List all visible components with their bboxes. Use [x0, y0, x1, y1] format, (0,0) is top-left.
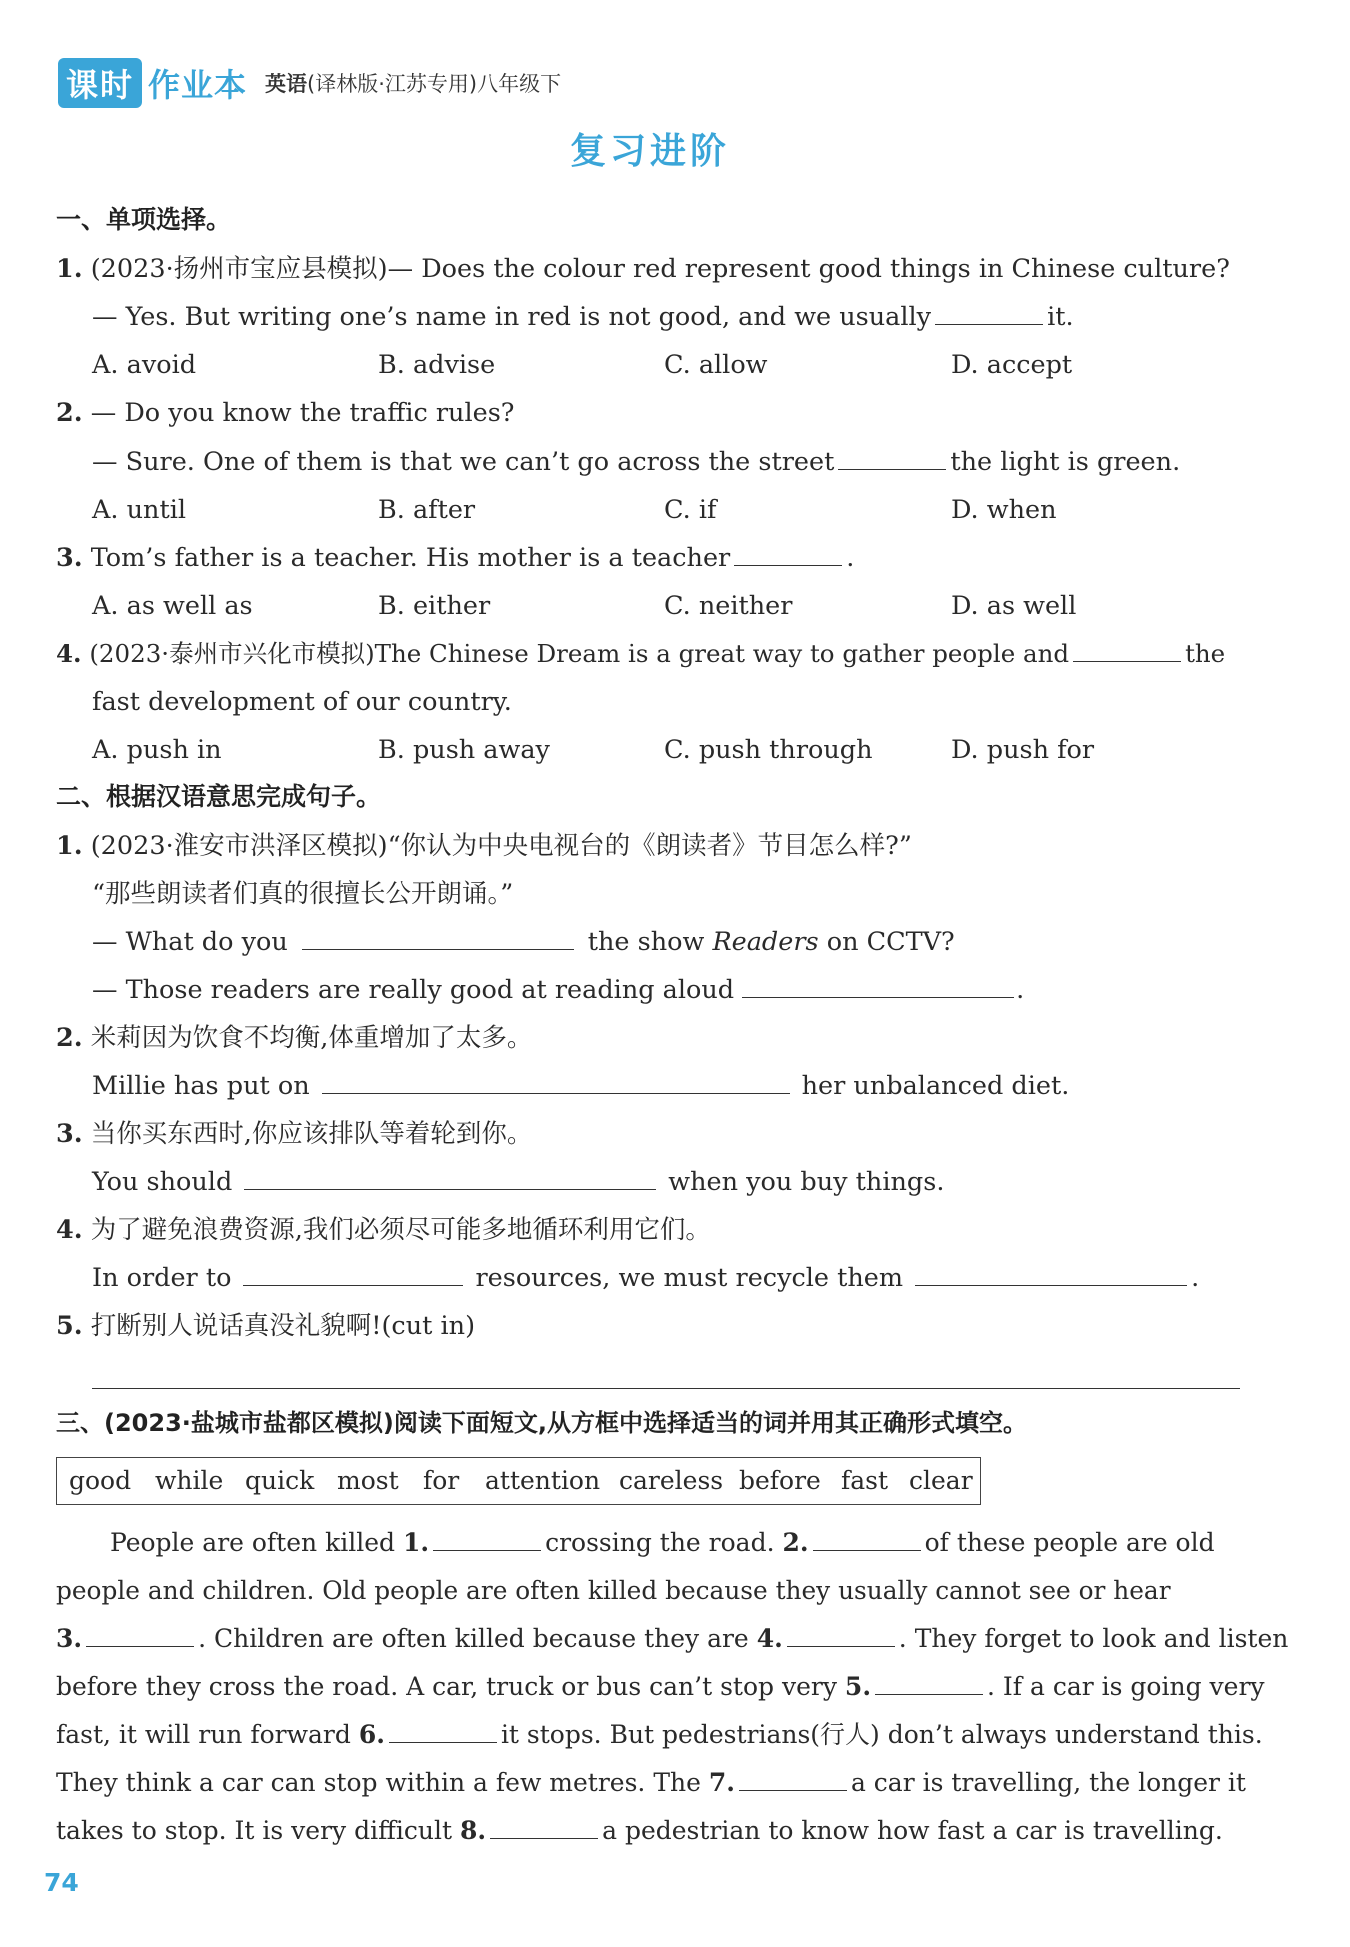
- passage-line-1: People are often killed 1. crossing the road. 2. of these people are old: [110, 1528, 1215, 1557]
- passage-line-5: fast, it will run forward 6. it stops. But pedestrians(行人) don’t always understand this.: [56, 1720, 1263, 1749]
- s1-q2-line1: 2. — Do you know the traffic rules?: [56, 398, 515, 428]
- word-option: clear: [909, 1466, 973, 1495]
- s2-q5-cn: 5. 打断别人说话真没礼貌啊!(cut in): [56, 1311, 476, 1341]
- answer-blank[interactable]: [838, 445, 946, 470]
- s2-q4-en: In order to resources, we must recycle them .: [92, 1263, 1200, 1293]
- s1-q3-option-c[interactable]: C. neither: [664, 591, 793, 621]
- s1-q3-line1: 3. Tom’s father is a teacher. His mother is a teacher .: [56, 543, 855, 573]
- answer-blank[interactable]: [244, 1165, 656, 1190]
- answer-blank[interactable]: [1073, 637, 1181, 662]
- answer-blank[interactable]: [813, 1526, 921, 1551]
- s1-q2-option-c[interactable]: C. if: [664, 495, 717, 525]
- answer-blank[interactable]: [389, 1718, 497, 1743]
- answer-blank[interactable]: [322, 1069, 790, 1094]
- s1-q1-option-a[interactable]: A. avoid: [92, 350, 197, 380]
- page-title: 复习进阶: [569, 131, 730, 172]
- s1-q3-option-b[interactable]: B. either: [378, 591, 491, 621]
- s1-q1-option-c[interactable]: C. allow: [664, 350, 768, 380]
- s1-q1-option-d[interactable]: D. accept: [951, 350, 1073, 380]
- answer-blank[interactable]: [787, 1622, 895, 1647]
- s1-q2-option-d[interactable]: D. when: [951, 495, 1057, 525]
- book-subject: 英语: [265, 72, 308, 96]
- word-option: while: [155, 1466, 224, 1495]
- book-edition: (译林版·江苏专用)八年级下: [307, 72, 562, 96]
- s1-q4-line1: 4. (2023·泰州市兴化市模拟)The Chinese Dream is a great way to gather people and the: [56, 639, 1226, 668]
- word-option: for: [423, 1466, 460, 1495]
- word-box: [56, 1457, 981, 1505]
- s1-q2-option-b[interactable]: B. after: [378, 495, 476, 525]
- s1-q4-option-c[interactable]: C. push through: [664, 735, 873, 765]
- s1-q1-option-b[interactable]: B. advise: [378, 350, 496, 380]
- header: [58, 58, 561, 108]
- s1-q4-option-d[interactable]: D. push for: [951, 735, 1095, 765]
- section3-heading: 三、(2023·盐城市盐都区模拟)阅读下面短文,从方框中选择适当的词并用其正确形式填空。: [56, 1409, 1027, 1437]
- section2-heading: 二、根据汉语意思完成句子。: [56, 782, 382, 811]
- s2-q1-line2: “那些朗读者们真的很擅长公开朗诵。”: [92, 879, 514, 909]
- s1-q4-line2: fast development of our country.: [92, 687, 512, 717]
- answer-blank[interactable]: [302, 925, 574, 950]
- s2-q2-en: Millie has put on her unbalanced diet.: [92, 1071, 1070, 1101]
- answer-blank[interactable]: [739, 1766, 847, 1791]
- s1-q4-option-b[interactable]: B. push away: [378, 735, 550, 765]
- s2-q1-line4: — Those readers are really good at reading aloud .: [92, 975, 1025, 1005]
- s1-q3-option-d[interactable]: D. as well: [951, 591, 1077, 621]
- word-option: fast: [841, 1466, 889, 1495]
- s1-q2-line2: — Sure. One of them is that we can’t go across the street the light is green.: [92, 447, 1181, 477]
- answer-blank[interactable]: [433, 1526, 541, 1551]
- logo-text: 作业本: [148, 66, 248, 104]
- answer-blank[interactable]: [915, 1261, 1187, 1286]
- word-option: quick: [245, 1466, 315, 1495]
- passage-line-4: before they cross the road. A car, truck or bus can’t stop very 5. . If a car is going very: [56, 1672, 1265, 1701]
- word-option: good: [69, 1466, 132, 1495]
- answer-blank[interactable]: [243, 1261, 463, 1286]
- answer-blank[interactable]: [734, 541, 842, 566]
- s2-q1-line3: — What do you the show Readers on CCTV?: [92, 927, 955, 957]
- answer-blank[interactable]: [86, 1622, 194, 1647]
- s2-q5-answer-line[interactable]: [92, 1388, 1240, 1389]
- word-option: careless: [619, 1466, 724, 1495]
- passage-line-3: 3. . Children are often killed because they are 4. . They forget to look and listen: [56, 1624, 1289, 1653]
- s2-q4-cn: 4. 为了避免浪费资源,我们必须尽可能多地循环利用它们。: [56, 1215, 711, 1245]
- answer-blank[interactable]: [742, 973, 1014, 998]
- answer-blank[interactable]: [490, 1814, 598, 1839]
- logo-box: 课时: [58, 58, 142, 108]
- word-option: attention: [485, 1466, 601, 1495]
- s2-q3-cn: 3. 当你买东西时,你应该排队等着轮到你。: [56, 1119, 533, 1149]
- word-option: most: [337, 1466, 399, 1495]
- section1-heading: 一、单项选择。: [56, 205, 232, 234]
- passage-line-2: people and children. Old people are often killed because they usually cannot see or hear: [56, 1576, 1171, 1605]
- s2-q1-line1: 1. (2023·淮安市洪泽区模拟)“你认为中央电视台的《朗读者》节目怎么样?”: [56, 831, 912, 861]
- passage-line-6: They think a car can stop within a few metres. The 7. a car is travelling, the longer it: [56, 1768, 1246, 1797]
- s1-q1-line2: — Yes. But writing one’s name in red is not good, and we usually it.: [92, 302, 1074, 332]
- passage-line-7: takes to stop. It is very difficult 8. a pedestrian to know how fast a car is travelling.: [56, 1816, 1223, 1845]
- s2-q3-en: You should when you buy things.: [92, 1167, 945, 1197]
- s2-q2-cn: 2. 米莉因为饮食不均衡,体重增加了太多。: [56, 1023, 533, 1053]
- book-subtitle: [265, 68, 561, 98]
- answer-blank[interactable]: [875, 1670, 983, 1695]
- s1-q3-option-a[interactable]: A. as well as: [92, 591, 253, 621]
- s1-q1-line1: 1. (2023·扬州市宝应县模拟)— Does the colour red represent good things in Chinese culture?: [56, 254, 1230, 284]
- word-option: before: [739, 1466, 821, 1495]
- page-number: 74: [44, 1868, 79, 1897]
- s1-q2-option-a[interactable]: A. until: [92, 495, 187, 525]
- answer-blank[interactable]: [935, 300, 1043, 325]
- s1-q4-option-a[interactable]: A. push in: [92, 735, 222, 765]
